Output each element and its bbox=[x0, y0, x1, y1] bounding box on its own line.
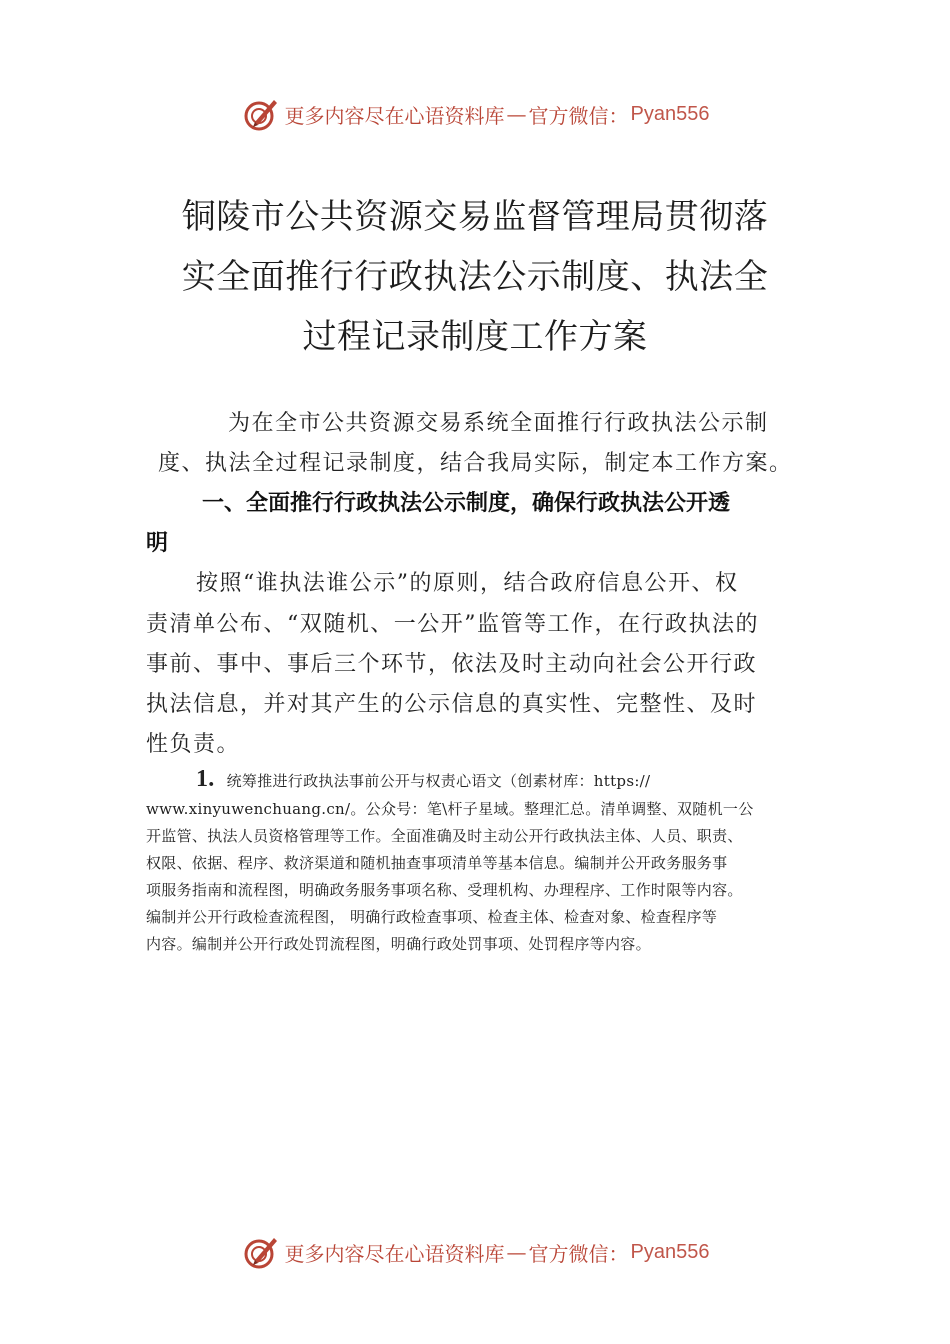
item-1-line: www.xinyuwenchuang.cn/。公众号：笔\杆子星域。整理汇总。清单调整、双随机一公 bbox=[146, 800, 754, 818]
item-1-line: 权限、依据、程序、救济渠道和随机抽查事项清单等基本信息。编制并公开政务服务事 bbox=[146, 854, 728, 872]
title-line-2: 实全面推行行政执法公示制度、执法全 bbox=[181, 257, 769, 297]
intro-line-1: 为在全市公共资源交易系统全面推行行政执法公示制 bbox=[228, 411, 769, 436]
pen-logo-icon bbox=[241, 1232, 281, 1272]
banner-label: 官方微信： bbox=[528, 103, 629, 128]
item-1-line: 开监管、执法人员资格管理等工作。全面准确及时主动公开行政执法主体、人员、职责、 bbox=[146, 827, 743, 845]
item-1-text: 统筹推进行政执法事前公开与权责心语文（创素材库：https:// bbox=[226, 772, 651, 790]
item-1-line bbox=[196, 766, 650, 793]
item-1-line: 内容。编制并公开行政处罚流程图，明确行政处罚事项、处罚程序等内容。 bbox=[146, 935, 651, 953]
banner-text: 更多内容尽在心语资料库 bbox=[284, 103, 505, 128]
header-banner bbox=[0, 94, 950, 134]
section-1-body-line: 责清单公布、“双随机、一公开”监管等工作，在行政执法的 bbox=[146, 612, 759, 637]
item-1-number: 1. bbox=[196, 766, 215, 792]
banner-text: 更多内容尽在心语资料库 bbox=[284, 1241, 505, 1266]
section-1-heading: 一、全面推行行政执法公示制度，确保行政执法公开透 bbox=[202, 491, 731, 516]
title-line-3: 过程记录制度工作方案 bbox=[302, 317, 648, 357]
pen-logo-icon bbox=[241, 94, 281, 134]
footer-banner bbox=[0, 1232, 950, 1272]
banner-wechat-id: Pyan556 bbox=[630, 1240, 710, 1263]
banner-wechat-id: Pyan556 bbox=[630, 102, 710, 125]
section-1-body-line: 性负责。 bbox=[146, 732, 241, 757]
section-1-body-line: 执法信息，并对其产生的公示信息的真实性、完整性、及时 bbox=[146, 692, 758, 717]
banner-separator: — bbox=[506, 102, 527, 126]
section-1-body-line: 按照“谁执法谁公示”的原则，结合政府信息公开、权 bbox=[196, 571, 739, 596]
banner-separator: — bbox=[506, 1240, 527, 1264]
banner-label: 官方微信： bbox=[528, 1241, 629, 1266]
intro-line-2: 度、执法全过程记录制度，结合我局实际，制定本工作方案。 bbox=[158, 451, 793, 476]
section-1-heading-cont: 明 bbox=[146, 531, 169, 556]
title-line-1: 铜陵市公共资源交易监督管理局贯彻落 bbox=[181, 197, 769, 237]
section-1-body-line: 事前、事中、事后三个环节，依法及时主动向社会公开行政 bbox=[146, 652, 758, 677]
item-1-line: 编制并公开行政检查流程图， 明确行政检查事项、检查主体、检查对象、检查程序等 bbox=[146, 908, 718, 926]
item-1-line: 项服务指南和流程图，明确政务服务事项名称、受理机构、办理程序、工作时限等内容。 bbox=[146, 881, 743, 899]
